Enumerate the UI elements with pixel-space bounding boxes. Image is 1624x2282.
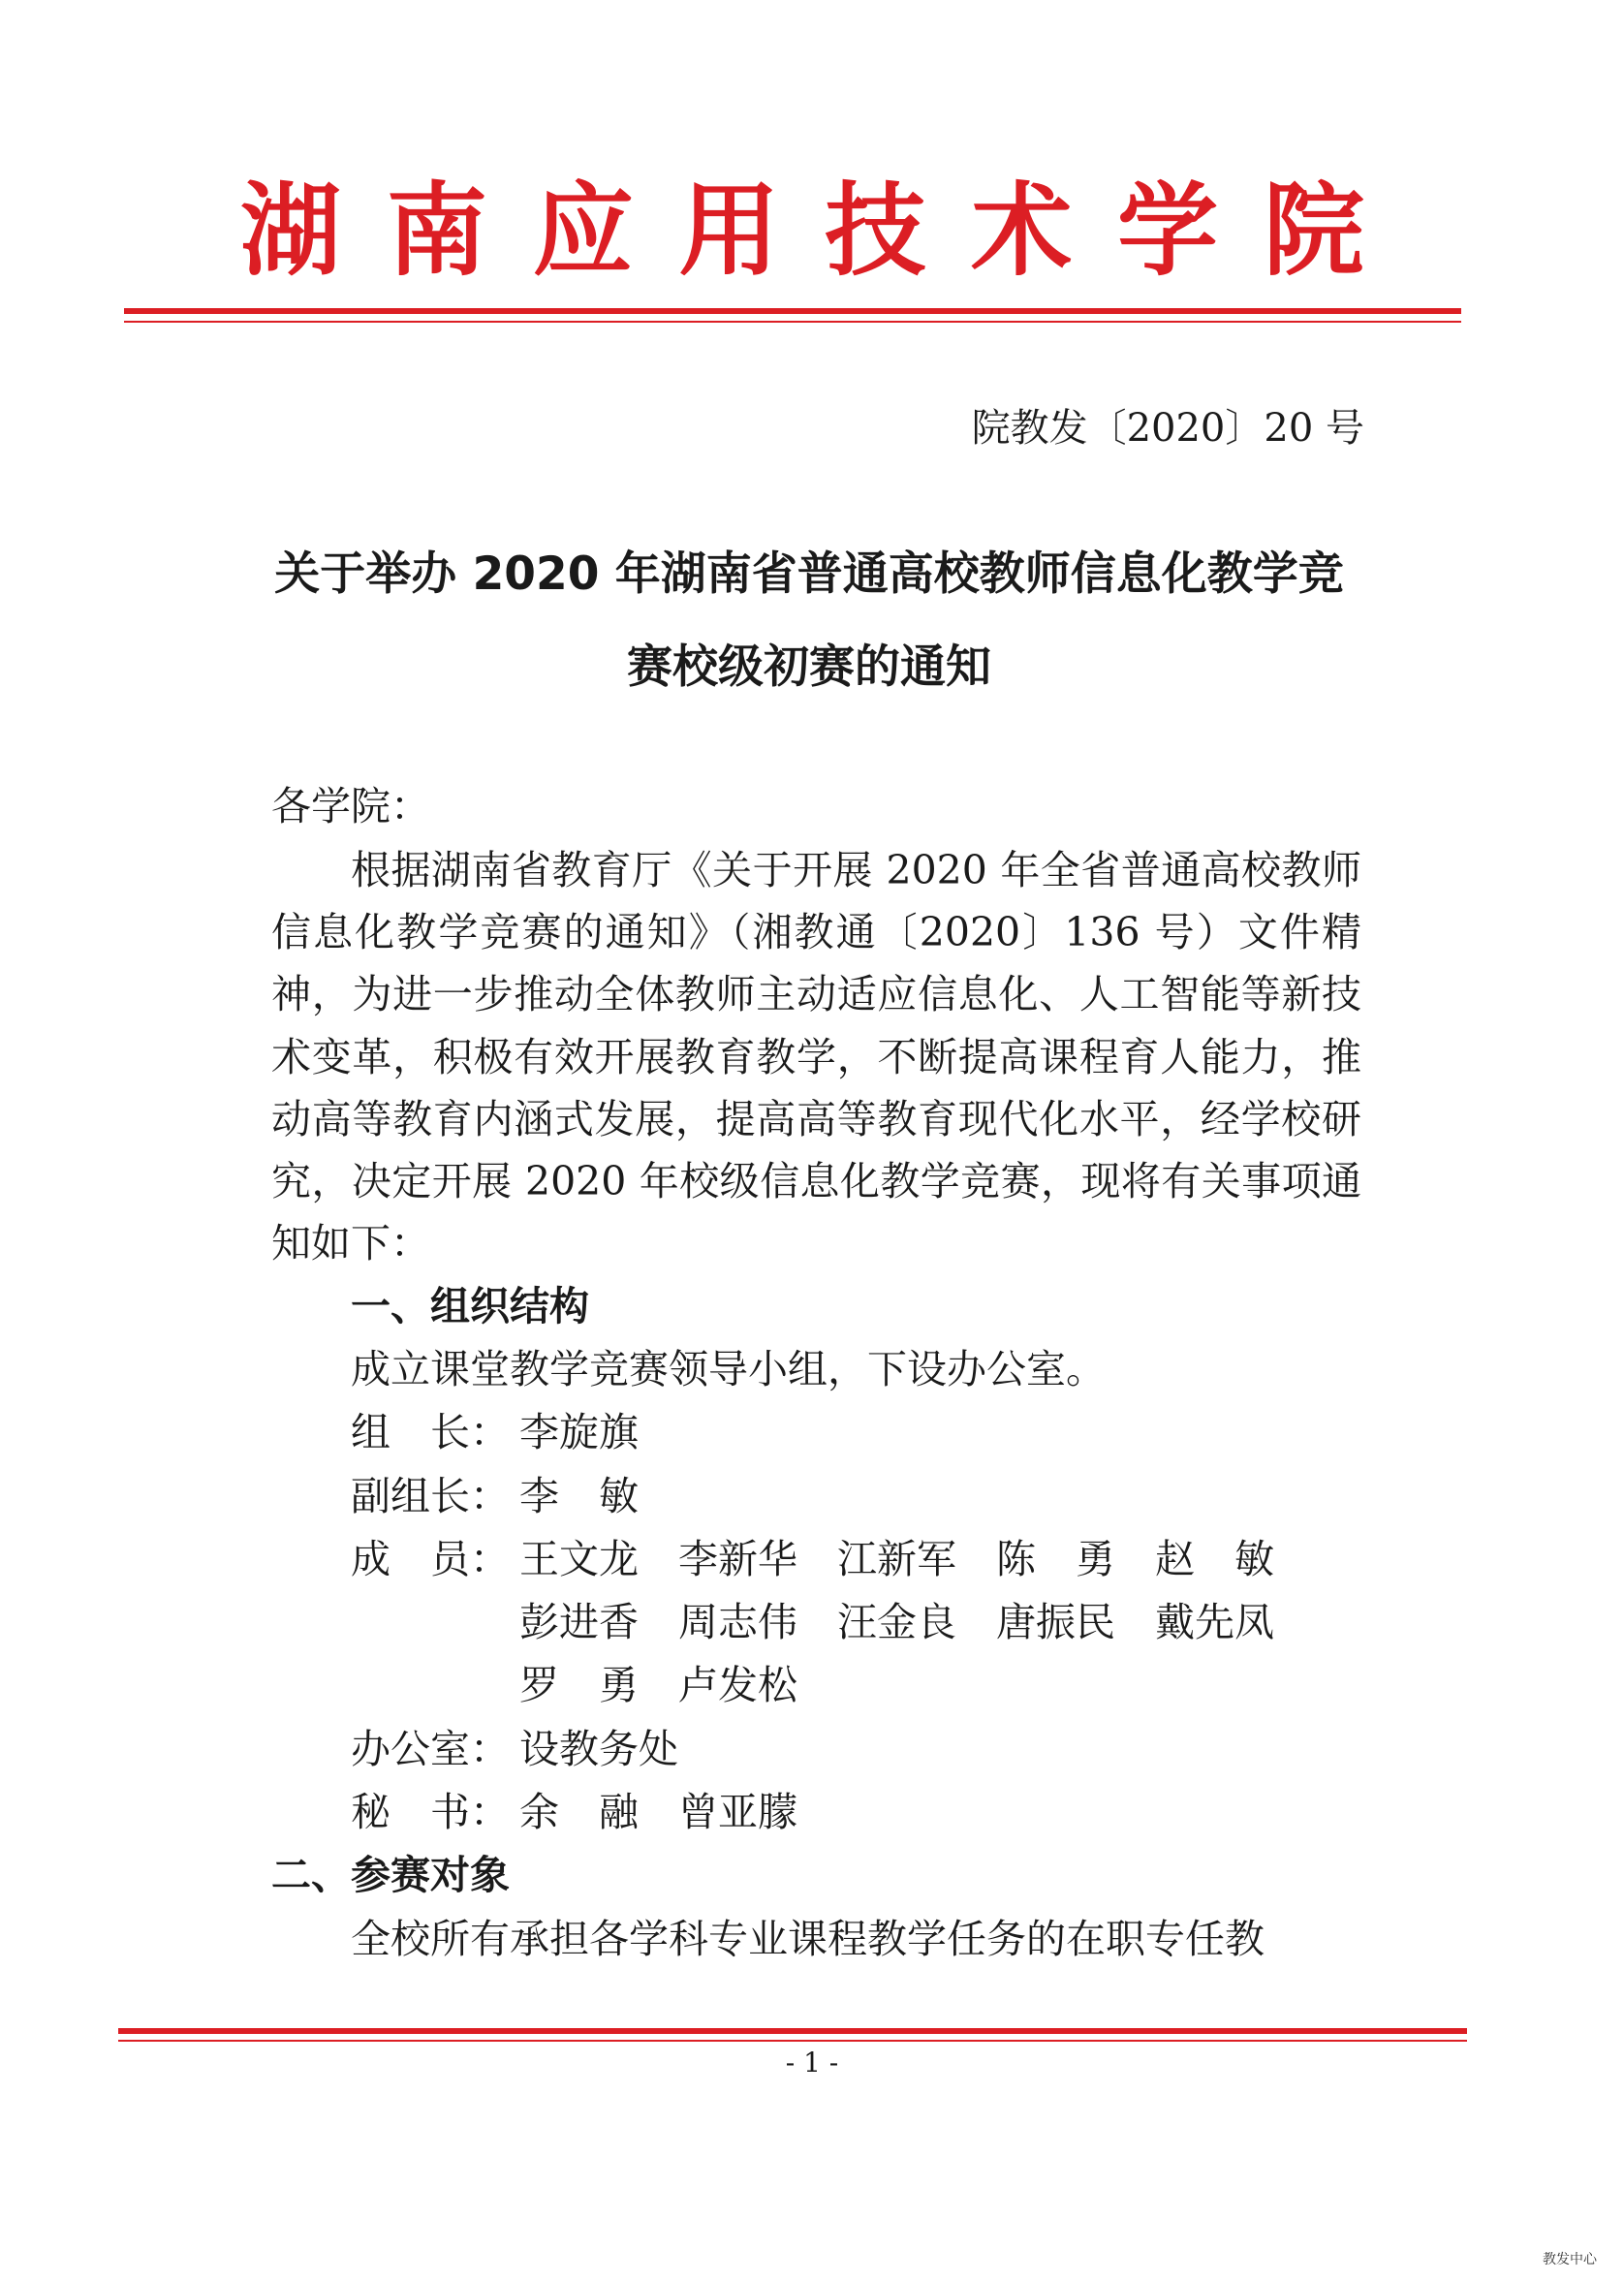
office-value: 设教务处 [519,1726,678,1772]
section-heading: 二、参赛对象 [271,1852,510,1898]
org-header-char: 学 [1117,172,1219,290]
intro-paragraph: 根据湖南省教育厅《关于开展 2020 年全省普通高校教师信息化教学竞赛的通知》（湘教通〔2020〕136 号）文件精神，为进一步推动全体教师主动适应信息化、人工智能等新技术变革，积极有效开展教育教学，不断提高课程育人能力，推动高等教育内涵式发展，提高高等教育现代化水平，经学校研究，决定开展 2020 年校级信息化教学竞赛，现将有关事项通知如下： [271,847,1361,1267]
org-header-char: 湖 [240,172,342,290]
deputy-label: 副组长： [351,1473,510,1519]
footer-rule-thin [118,2040,1467,2042]
org-header-char: 应 [532,172,634,290]
section-text: 全校所有承担各学科专业课程教学任务的在职专任教 [351,1916,1265,1962]
org-header [240,172,1364,289]
title-line: 赛校级初赛的通知 [627,641,991,694]
secretary-value: 余 融 曾亚朦 [519,1789,797,1835]
salutation: 各学院： [271,783,430,829]
members-row: 罗 勇 卢发松 [519,1662,797,1708]
footer-rule [118,2028,1467,2034]
section-text: 成立课堂教学竞赛领导小组，下设办公室。 [351,1346,1106,1392]
members-row: 彭进香 周志伟 汪金良 唐振民 戴先凤 [519,1599,1274,1645]
org-header-char: 技 [825,172,926,290]
document-number: 院教发〔2020〕20 号 [971,406,1364,451]
header-rule [124,308,1461,314]
leader-label: 组 长： [351,1409,510,1455]
office-label: 办公室： [351,1726,510,1772]
org-header-char: 院 [1263,172,1364,290]
title-line: 关于举办 2020 年湖南省普通高校教师信息化教学竞 [274,547,1344,601]
section-heading: 一、组织结构 [351,1283,589,1329]
org-header-char: 术 [971,172,1073,290]
document-title [233,528,1386,714]
leader-value: 李旋旗 [519,1409,639,1455]
members-row: 王文龙 李新华 江新军 陈 勇 赵 敏 [519,1536,1274,1582]
members-label: 成 员： [351,1536,510,1582]
secretary-label: 秘 书： [351,1789,510,1835]
page-number: - 1 - [785,2047,839,2079]
watermark-text: 教发中心 [1543,2252,1597,2267]
deputy-value: 李 敏 [519,1473,639,1519]
org-header-char: 用 [678,172,780,290]
header-rule-thin [124,321,1461,323]
org-header-char: 南 [386,172,487,290]
